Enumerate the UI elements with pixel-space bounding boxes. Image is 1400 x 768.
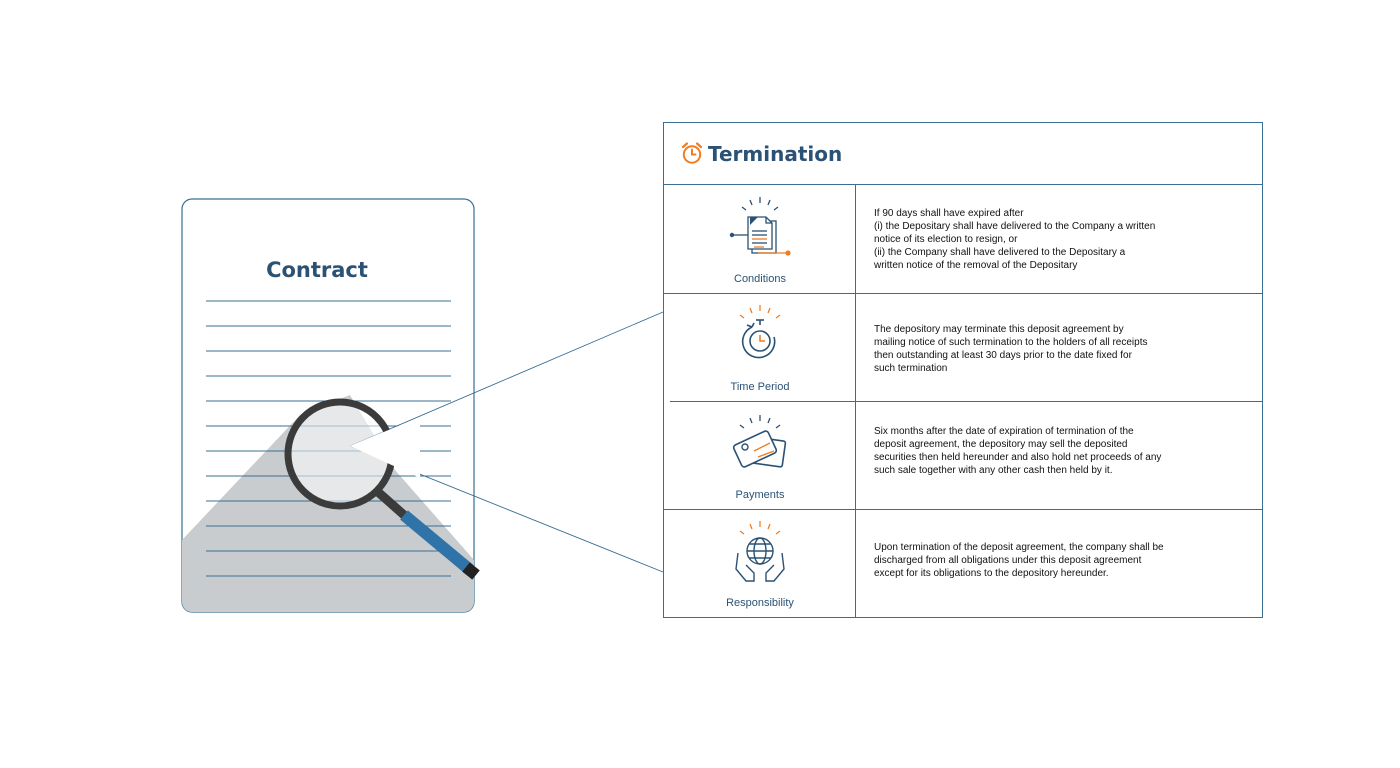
- contract-title: Contract: [266, 258, 368, 282]
- row-text: Six months after the date of expiration of termination of the deposit agreement, the depository may sell the deposited securities then held hereunder and also hold net proceeds of any such sale together with any other cash then held by it.: [874, 426, 1162, 476]
- row-text: The depository may terminate this deposit agreement by mailing notice of such termination to the holders of all receipts then outstanding at least 30 days prior to the date fixed for such termination: [874, 324, 1148, 374]
- row-label: Payments: [735, 489, 785, 501]
- row-label: Responsibility: [726, 597, 794, 609]
- row-label: Conditions: [734, 273, 786, 285]
- document-conditions-icon: [728, 195, 792, 267]
- row-text: Upon termination of the deposit agreement, the company shall be discharged from all obligations under this deposit agreement except for its obligations to the depository hereunder.: [874, 542, 1164, 579]
- credit-cards-icon: [728, 411, 792, 483]
- alarm-clock-icon: [680, 141, 704, 165]
- icon-cell: [664, 509, 856, 617]
- row-responsibility: [664, 509, 1262, 617]
- globe-in-hands-icon: [728, 519, 792, 591]
- icon-cell: [664, 293, 856, 401]
- icon-cell: [664, 401, 856, 509]
- magnifier-handle-cap: [466, 567, 476, 575]
- panel-title: Termination: [708, 142, 843, 166]
- row-payments: [664, 401, 1262, 509]
- panel-header: [664, 123, 1262, 185]
- row-conditions: [664, 185, 1262, 293]
- row-label: Time Period: [730, 381, 790, 393]
- row-text: If 90 days shall have expired after (i) the Depositary shall have delivered to the Company a written notice of its election to resign, or (ii) the Company shall have delivered to the Depositary a written notice of the removal of the Depositary: [874, 208, 1156, 271]
- stopwatch-icon: [728, 303, 792, 375]
- row-time-period: [664, 293, 1262, 401]
- termination-panel: [663, 122, 1263, 618]
- icon-cell: [664, 185, 856, 293]
